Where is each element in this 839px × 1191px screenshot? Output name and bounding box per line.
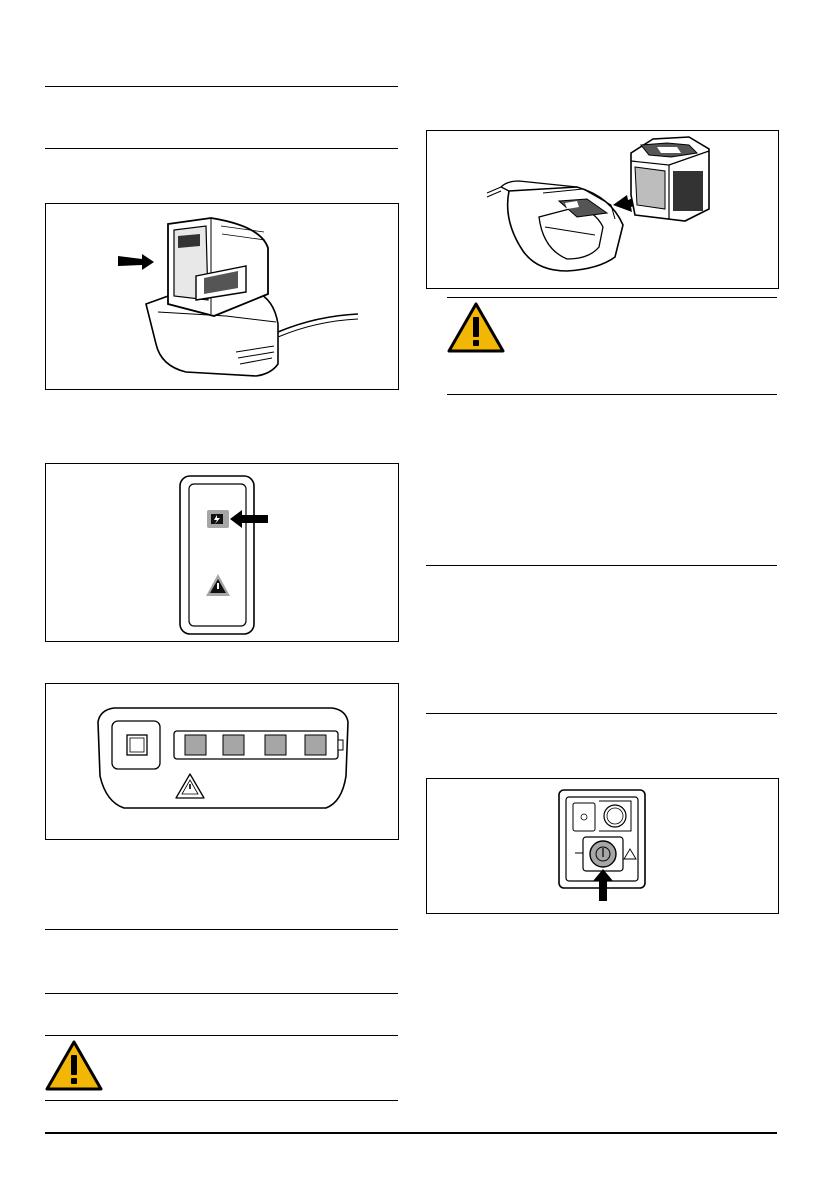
led-panel-illustration <box>46 464 400 643</box>
figure-battery-level-indicator <box>45 683 399 840</box>
divider-rule <box>45 1100 398 1101</box>
divider-rule <box>426 565 777 566</box>
warning-triangle-icon <box>447 302 505 354</box>
battery-level-illustration <box>46 684 400 841</box>
divider-rule <box>45 993 398 994</box>
figure-power-button-panel <box>426 778 779 914</box>
level-bar-3 <box>265 735 286 755</box>
level-bar-4 <box>305 735 326 755</box>
battery-removal-illustration <box>427 131 780 290</box>
figure-battery-removal <box>426 130 779 289</box>
level-bar-2 <box>223 735 244 755</box>
divider-rule <box>45 148 398 149</box>
power-button-illustration <box>427 779 780 915</box>
divider-rule <box>45 1035 398 1036</box>
footer-rule <box>45 1132 777 1134</box>
figure-battery-on-charger <box>45 203 399 390</box>
arrow-icon <box>118 254 154 270</box>
divider-rule <box>426 713 777 714</box>
warning-triangle-icon <box>45 1040 103 1092</box>
figure-charger-led-panel <box>45 463 399 642</box>
divider-rule <box>447 394 777 395</box>
divider-rule <box>447 297 777 298</box>
divider-rule <box>45 86 398 87</box>
divider-rule <box>45 929 398 930</box>
level-bar-1 <box>185 735 206 755</box>
battery-charger-illustration <box>46 204 400 391</box>
